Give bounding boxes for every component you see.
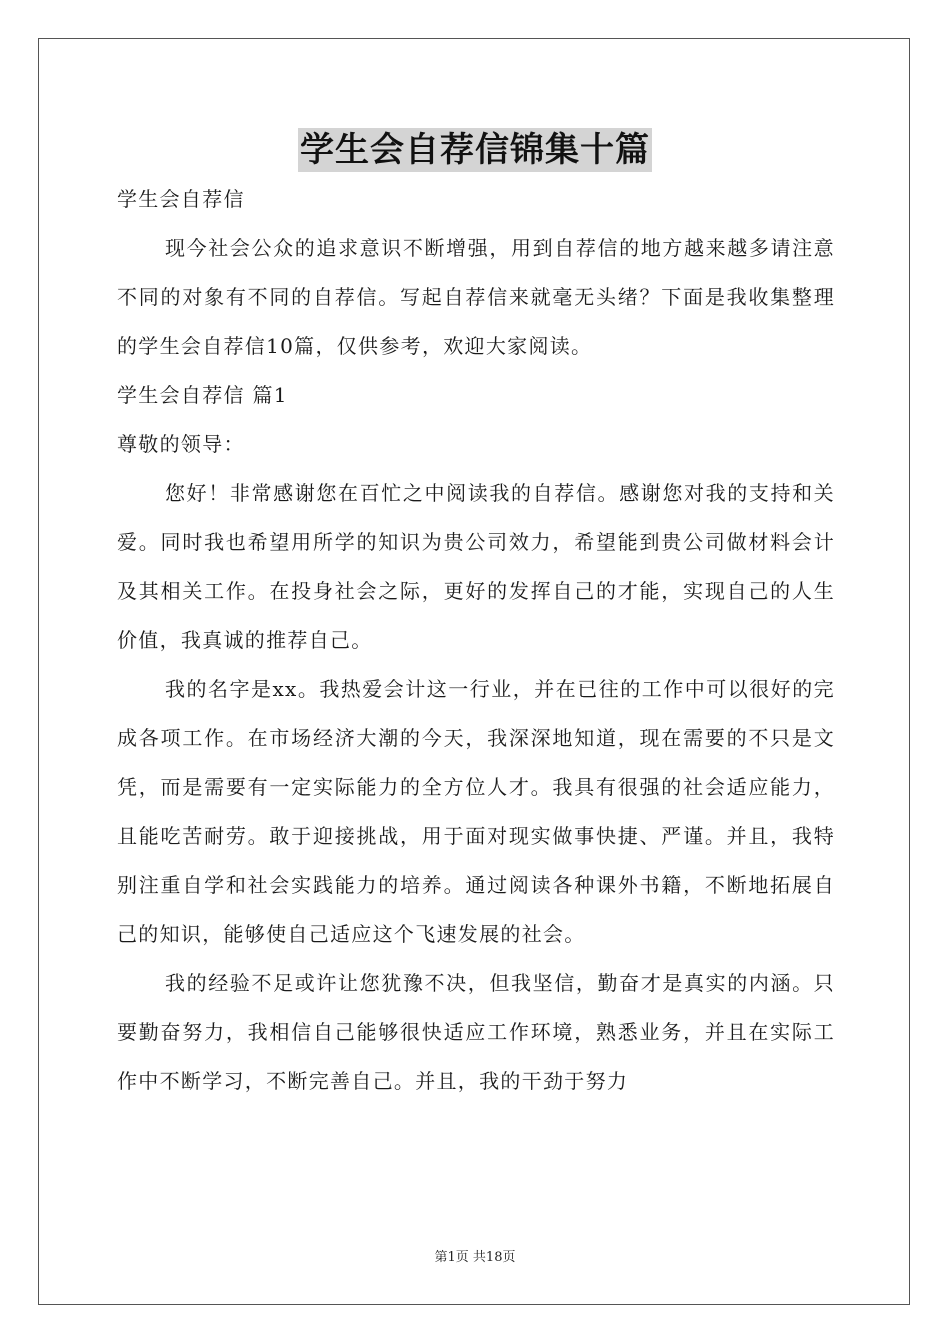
page-footer: 第1页 共18页 [434,1250,516,1265]
body-paragraph-1: 您好！非常感谢您在百忙之中阅读我的自荐信。感谢您对我的支持和关爱。同时我也希望用所学的知识为贵公司效力，希望能到贵公司做材料会计及其相关工作。在投身社会之际，更好的发挥自己的才能，实现自己的人生价值，我真诚的推荐自己。 [117,481,835,652]
document-body [117,175,835,1106]
body-paragraph-3: 我的经验不足或许让您犹豫不决，但我坚信，勤奋才是真实的内涵。只要勤奋努力，我相信自己能够很快适应工作环境，熟悉业务，并且在实际工作中不断学习，不断完善自己。并且，我的干劲于努力 [117,971,835,1093]
intro-paragraph: 现今社会公众的追求意识不断增强，用到自荐信的地方越来越多请注意不同的对象有不同的自荐信。写起自荐信来就毫无头绪？下面是我收集整理的学生会自荐信10篇，仅供参考，欢迎大家阅读。 [117,236,835,358]
document-heading: 学生会自荐信 [117,187,245,211]
document-title: 学生会自荐信锦集十篇 [300,130,650,170]
section-title: 学生会自荐信 篇1 [117,383,288,407]
body-paragraph-2: 我的名字是xx。我热爱会计这一行业，并在已往的工作中可以很好的完成各项工作。在市场经济大潮的今天，我深深地知道，现在需要的不只是文凭，而是需要有一定实际能力的全方位人才。我具有很强的社会适应能力，且能吃苦耐劳。敢于迎接挑战，用于面对现实做事快捷、严谨。并且，我特别注重自学和社会实践能力的培养。通过阅读各种课外书籍，不断地拓展自己的知识，能够使自己适应这个飞速发展的社会。 [117,677,835,946]
salutation: 尊敬的领导： [117,432,245,456]
title-container [0,128,950,172]
